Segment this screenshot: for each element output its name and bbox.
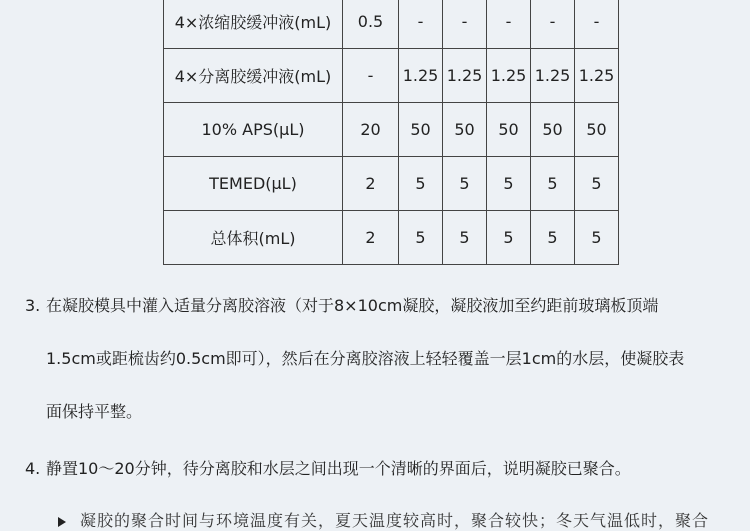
table-cell: 5: [575, 157, 619, 211]
note-callout: [58, 508, 709, 531]
table-cell: 5: [531, 211, 575, 265]
table-cell: -: [343, 49, 399, 103]
table-cell: 50: [443, 103, 487, 157]
step-3-number: 3.: [25, 296, 41, 315]
table-cell: -: [487, 0, 531, 49]
table-row: [164, 103, 619, 157]
table-row: [164, 157, 619, 211]
row-label: TEMED(μL): [164, 157, 343, 211]
step-3-line-2: 1.5cm或距梳齿约0.5cm即可），然后在分离胶溶液上轻轻覆盖一层1cm的水层，使凝胶表: [46, 349, 685, 368]
table-cell: 1.25: [531, 49, 575, 103]
row-label: 4×分离胶缓冲液(mL): [164, 49, 343, 103]
table-cell: 5: [399, 211, 443, 265]
bullet-triangle-icon: [58, 517, 66, 527]
table-cell: 20: [343, 103, 399, 157]
row-label: 总体积(mL): [164, 211, 343, 265]
table-cell: 5: [487, 157, 531, 211]
table-cell: 5: [531, 157, 575, 211]
table-cell: 1.25: [399, 49, 443, 103]
table-cell: 50: [531, 103, 575, 157]
table-cell: 1.25: [487, 49, 531, 103]
table-cell: 50: [487, 103, 531, 157]
table-cell: 2: [343, 157, 399, 211]
table-cell: 5: [575, 211, 619, 265]
step-3-line-1: [25, 293, 658, 316]
table-row: [164, 211, 619, 265]
table-cell: -: [531, 0, 575, 49]
table-cell: -: [399, 0, 443, 49]
step-4-line-1: [25, 456, 631, 479]
step-3-text-1: 在凝胶模具中灌入适量分离胶溶液（对于8×10cm凝胶，凝胶液加至约距前玻璃板顶端: [46, 296, 659, 315]
row-label: 4×浓缩胶缓冲液(mL): [164, 0, 343, 49]
table-row: [164, 49, 619, 103]
table-cell: 50: [399, 103, 443, 157]
step-4-number: 4.: [25, 459, 41, 478]
table-cell: -: [443, 0, 487, 49]
table-cell: 2: [343, 211, 399, 265]
table-cell: 5: [443, 211, 487, 265]
table-cell: 5: [443, 157, 487, 211]
table-cell: 0.5: [343, 0, 399, 49]
row-label: 10% APS(μL): [164, 103, 343, 157]
table-cell: 5: [399, 157, 443, 211]
recipe-table-body: [164, 0, 619, 265]
step-4-text-1: 静置10～20分钟，待分离胶和水层之间出现一个清晰的界面后，说明凝胶已聚合。: [46, 459, 631, 478]
table-cell: 5: [487, 211, 531, 265]
step-3-line-3: 面保持平整。: [46, 402, 143, 421]
table-cell: 1.25: [575, 49, 619, 103]
note-text: 凝胶的聚合时间与环境温度有关，夏天温度较高时，聚合较快；冬天气温低时，聚合: [80, 511, 710, 530]
table-cell: -: [575, 0, 619, 49]
recipe-table: [163, 0, 619, 265]
table-cell: 1.25: [443, 49, 487, 103]
table-cell: 50: [575, 103, 619, 157]
table-row: [164, 0, 619, 49]
